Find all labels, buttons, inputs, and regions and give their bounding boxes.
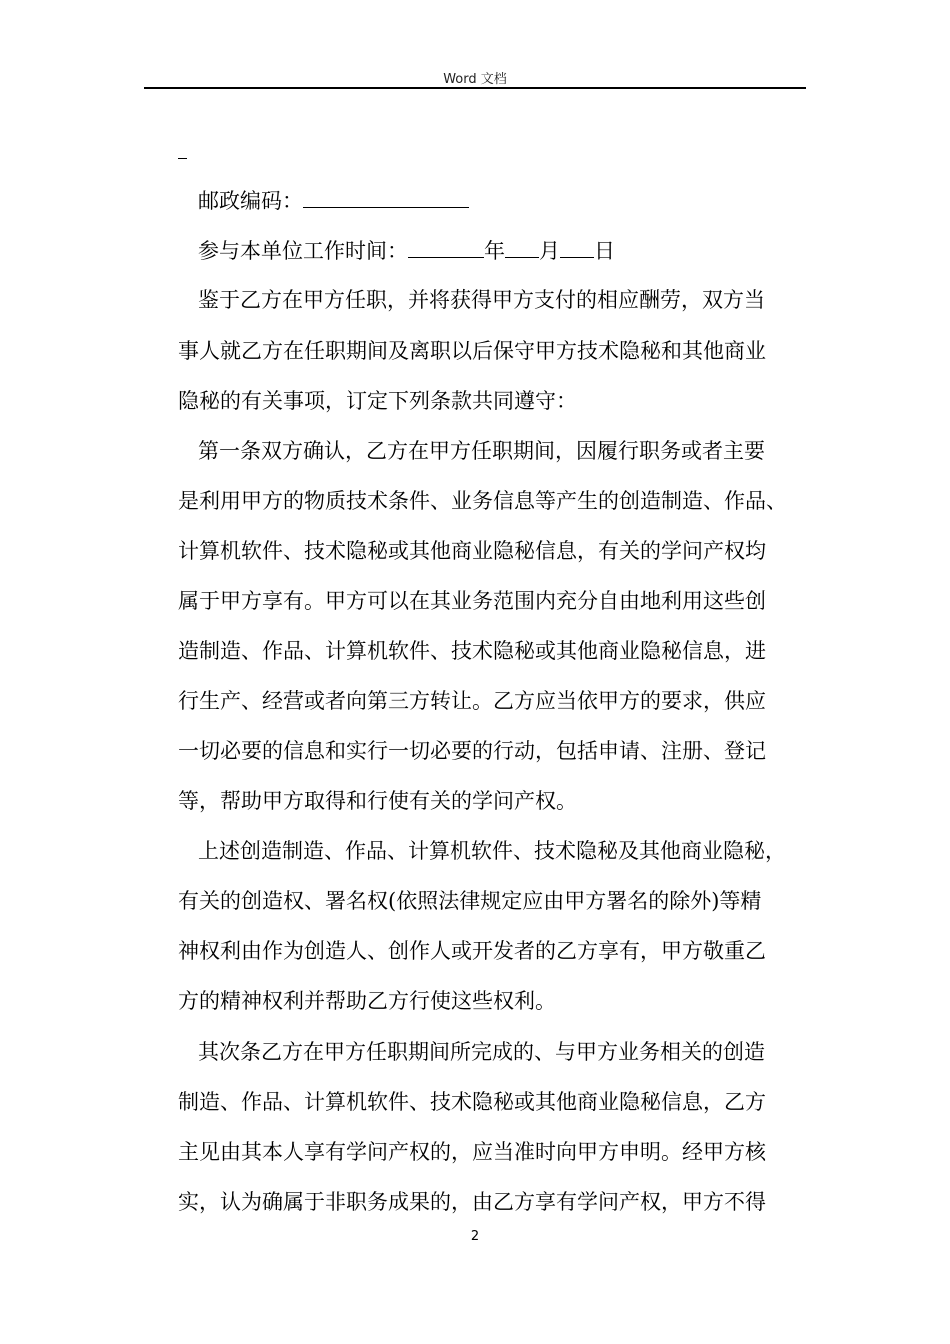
document-header-title: Word 文档	[443, 72, 507, 87]
body-line: 事人就乙方在任职期间及离职以后保守甲方技术隐秘和其他商业	[178, 339, 766, 363]
body-line: 行生产、经营或者向第三方转让。乙方应当依甲方的要求，供应	[178, 689, 766, 713]
header-divider	[144, 87, 806, 89]
body-line: 隐秘的有关事项，订定下列条款共同遵守：	[178, 389, 577, 413]
postal-code-line	[198, 185, 469, 215]
year-label: 年	[484, 239, 505, 263]
postal-code-label: 邮政编码：	[198, 189, 303, 213]
body-line: 神权利由作为创造人、创作人或开发者的乙方享有，甲方敬重乙	[178, 939, 766, 963]
body-line: 造制造、作品、计算机软件、技术隐秘或其他商业隐秘信息，进	[178, 639, 766, 663]
body-line: 上述创造制造、作品、计算机软件、技术隐秘及其他商业隐秘，	[198, 839, 786, 863]
body-line: 一切必要的信息和实行一切必要的行动，包括申请、注册、登记	[178, 739, 766, 763]
body-line: 实，认为确属于非职务成果的，由乙方享有学问产权，甲方不得	[178, 1190, 766, 1214]
page-number: 2	[470, 1229, 480, 1244]
body-line: 鉴于乙方在甲方任职，并将获得甲方支付的相应酬劳，双方当	[198, 288, 765, 312]
body-line: 方的精神权利并帮助乙方行使这些权利。	[178, 989, 556, 1013]
body-line: 是利用甲方的物质技术条件、业务信息等产生的创造制造、作品、	[178, 489, 787, 513]
day-label: 日	[594, 239, 615, 263]
body-line: 第一条双方确认，乙方在甲方任职期间，因履行职务或者主要	[198, 439, 765, 463]
body-line: 有关的创造权、署名权(依照法律规定应由甲方署名的除外)等精	[178, 889, 762, 913]
body-line: 制造、作品、计算机软件、技术隐秘或其他商业隐秘信息，乙方	[178, 1090, 766, 1114]
month-label: 月	[539, 239, 560, 263]
body-line: 属于甲方享有。甲方可以在其业务范围内充分自由地利用这些创	[178, 589, 766, 613]
day-blank	[560, 235, 594, 258]
start-date-label: 参与本单位工作时间：	[198, 239, 408, 263]
year-blank	[408, 235, 484, 258]
postal-code-blank	[303, 185, 469, 208]
body-line: 主见由其本人享有学问产权的，应当准时向甲方申明。经甲方核	[178, 1140, 766, 1164]
body-line: 计算机软件、技术隐秘或其他商业隐秘信息，有关的学问产权均	[178, 539, 766, 563]
underscore-mark	[178, 158, 187, 159]
body-line: 其次条乙方在甲方任职期间所完成的、与甲方业务相关的创造	[198, 1040, 765, 1064]
month-blank	[505, 235, 539, 258]
start-date-line	[198, 235, 615, 265]
body-line: 等，帮助甲方取得和行使有关的学问产权。	[178, 789, 577, 813]
